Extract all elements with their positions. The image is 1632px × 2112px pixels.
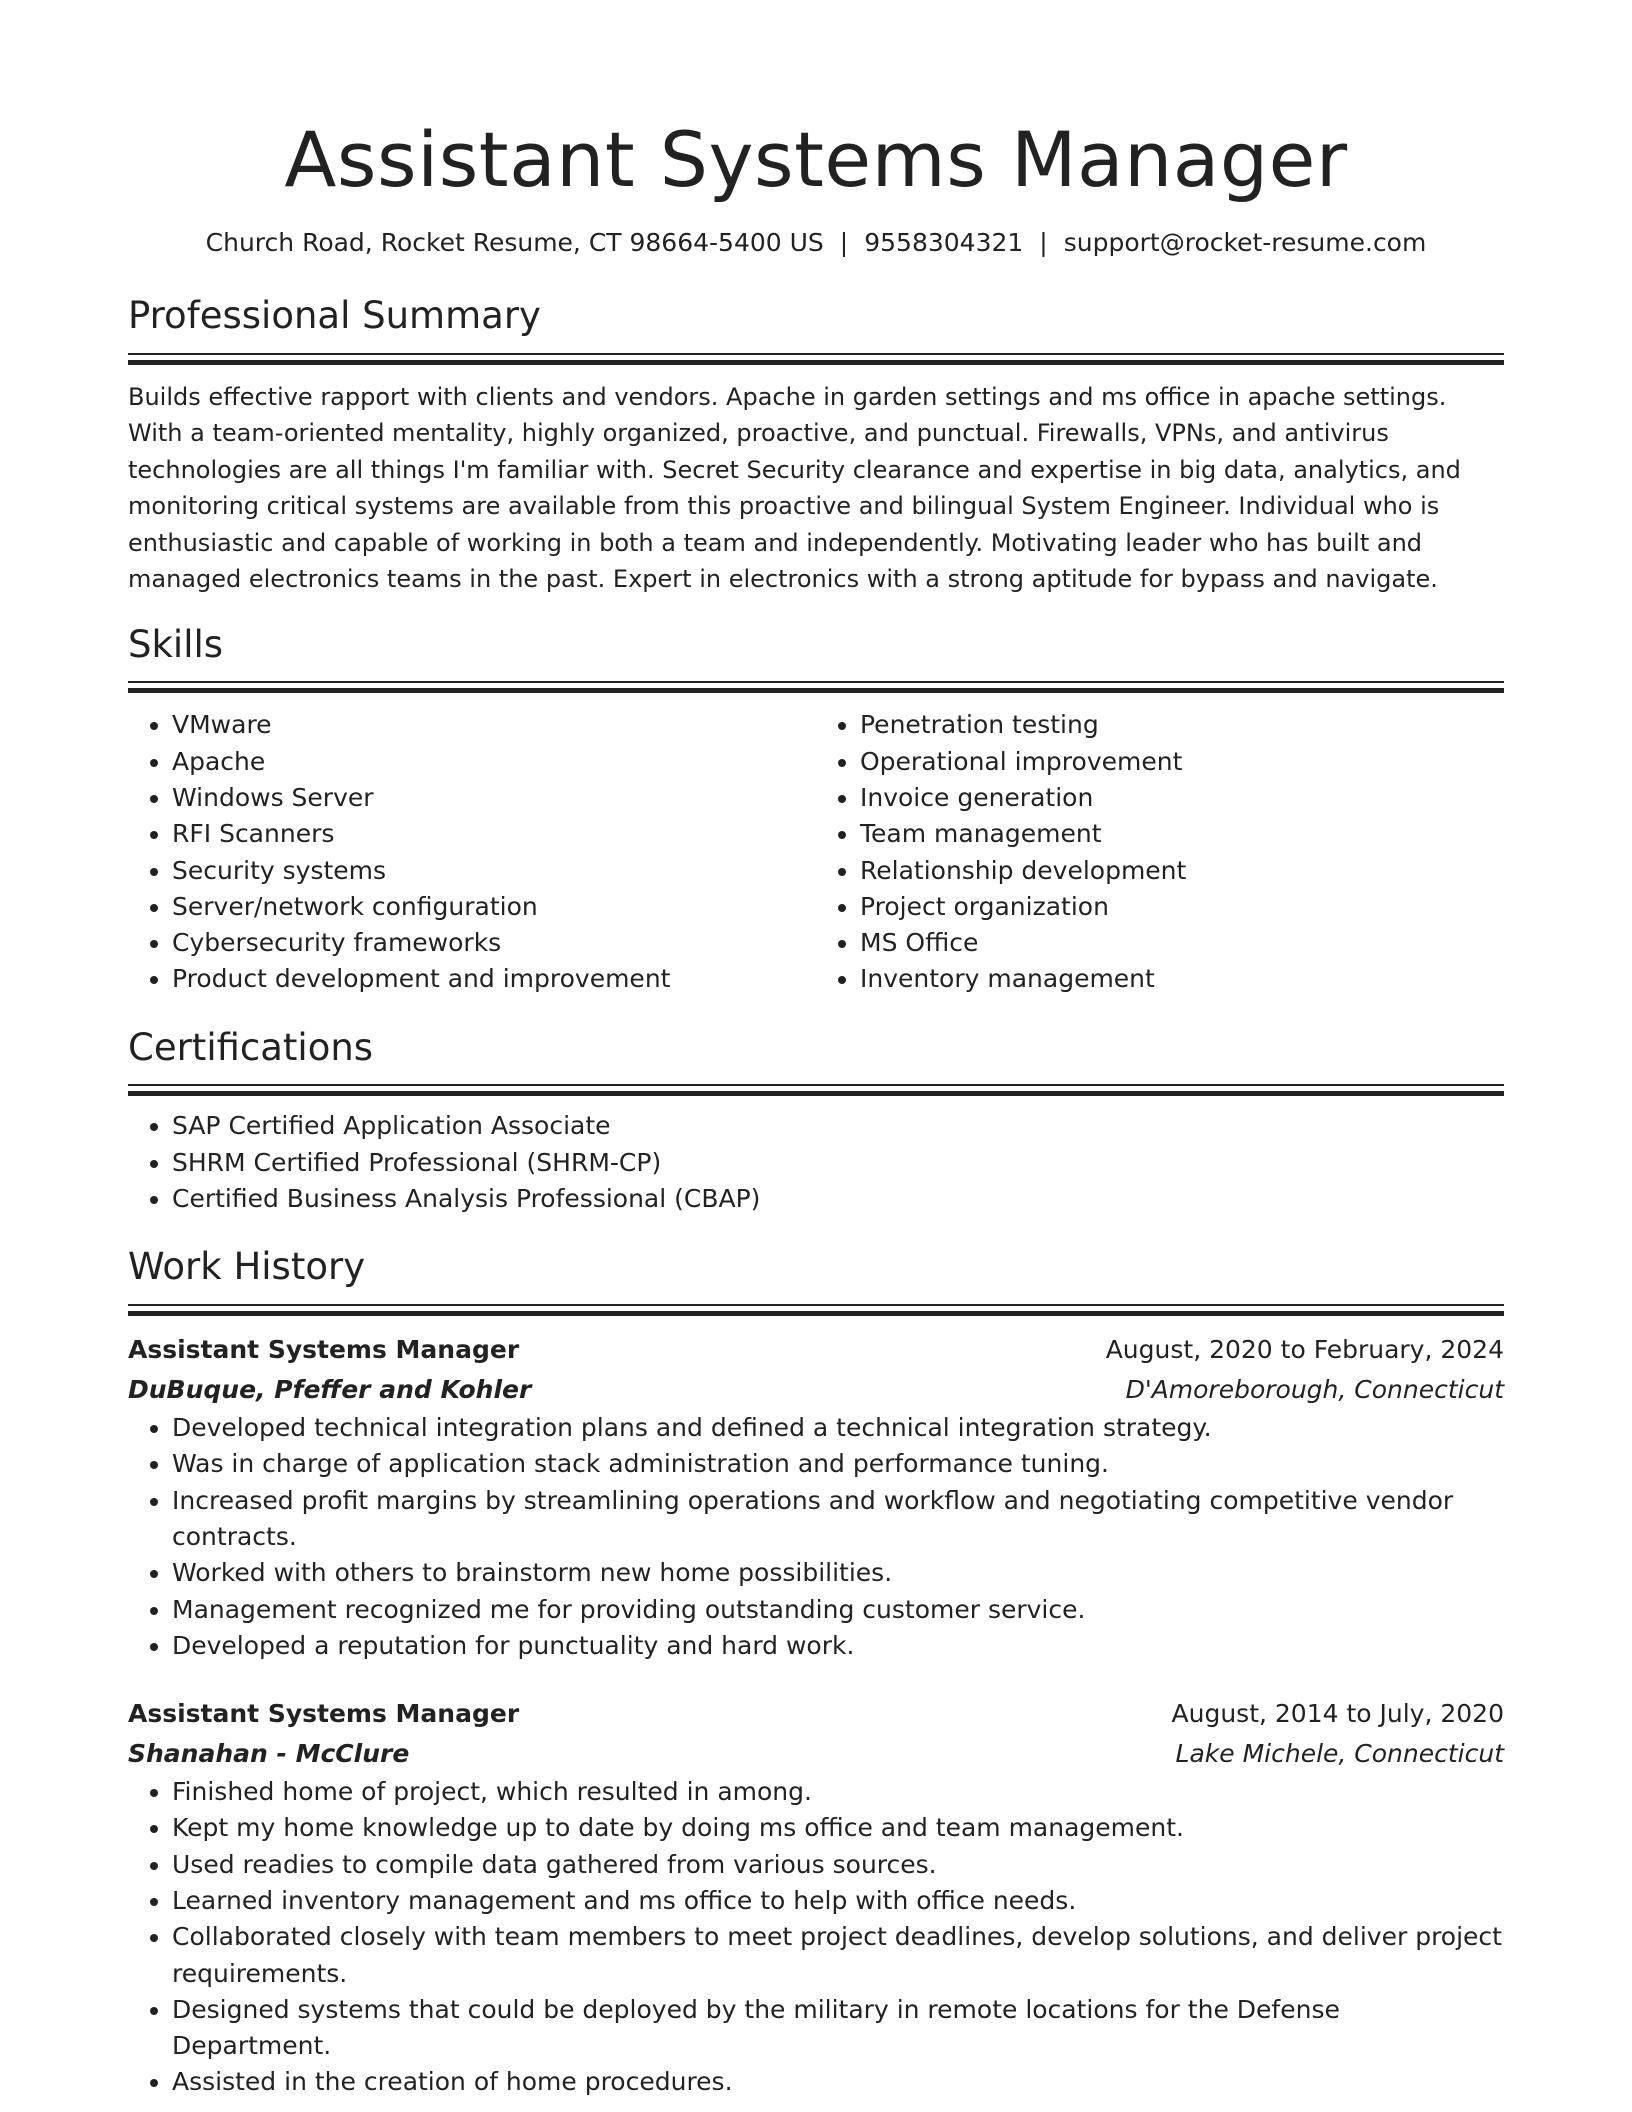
job-subheader-row <box>128 1734 1504 1774</box>
skill-item: • Team management <box>860 816 1504 852</box>
skill-item: • Inventory management <box>860 961 1504 997</box>
skill-item: • Product development and improvement <box>172 961 816 997</box>
certifications-list <box>128 1108 1504 1217</box>
job-location: Lake Michele, Connecticut <box>1175 1739 1504 1769</box>
skill-item: • Relationship development <box>860 853 1504 889</box>
job-duty-item: • Kept my home knowledge up to date by doing ms office and team management. <box>172 1810 1504 1846</box>
contact-email: support@rocket-resume.com <box>1063 228 1427 257</box>
job-duty-item: • Worked with others to brainstorm new home possibilities. <box>172 1555 1504 1591</box>
job-company: DuBuque, Pfeffer and Kohler <box>128 1375 532 1405</box>
skills-column-left <box>128 707 816 997</box>
skill-item: • Penetration testing <box>860 707 1504 743</box>
skill-item: • Invoice generation <box>860 780 1504 816</box>
skills-grid <box>128 707 1504 997</box>
job-entry <box>128 1694 1504 2101</box>
skill-item: • Apache <box>172 744 816 780</box>
summary-heading: Professional Summary <box>128 294 541 337</box>
job-duty-item: • Collaborated closely with team members to meet project deadlines, develop solutions, and deliver project requirements. <box>172 1919 1504 1992</box>
job-subheader-row <box>128 1370 1504 1410</box>
summary-section <box>128 296 1504 598</box>
resume-name: Assistant Systems Manager <box>284 115 1348 204</box>
job-duty-item: • Was in charge of application stack administration and performance tuning. <box>172 1446 1504 1482</box>
certification-item: • SAP Certified Application Associate <box>172 1108 1504 1144</box>
job-duty-item: • Developed technical integration plans and defined a technical integration strategy. <box>172 1410 1504 1446</box>
job-company: Shanahan - McClure <box>128 1739 410 1769</box>
job-title: Assistant Systems Manager <box>128 1699 520 1729</box>
contact-line <box>128 228 1504 258</box>
job-duty-item: • Designed systems that could be deployed by the military in remote locations for the Defense Department. <box>172 1992 1504 2065</box>
job-duty-item: • Increased profit margins by streamlining operations and workflow and negotiating competitive vendor contracts. <box>172 1483 1504 1556</box>
job-duties-list <box>128 1774 1504 2101</box>
skills-column-right <box>816 707 1504 997</box>
contact-separator: | <box>839 228 849 257</box>
contact-address: Church Road, Rocket Resume, CT 98664-5400 US <box>205 228 824 257</box>
work-history-section <box>128 1247 1504 2100</box>
job-location: D'Amoreborough, Connecticut <box>1125 1375 1504 1405</box>
skills-heading: Skills <box>128 622 224 666</box>
skill-item: • VMware <box>172 707 816 743</box>
work-history-heading: Work History <box>128 1245 366 1289</box>
job-entry <box>128 1330 1504 1664</box>
skill-item: • Cybersecurity frameworks <box>172 925 816 961</box>
skill-item: • Operational improvement <box>860 744 1504 780</box>
summary-text: Builds effective rapport with clients and vendors. Apache in garden settings and ms office in apache settings. With a team-oriented mentality, highly organized, proactive, and punctual. Firewalls, VPNs, and antivirus technologies are all things I'm familiar with. Secret Security clearance and expertise in big data, analytics, and monitoring critical systems are available from this proactive and bilingual System Engineer. Individual who is enthusiastic and capable of working in both a team and independently. Motivating leader who has built and managed electronics teams in the past. Expert in electronics with a strong aptitude for bypass and navigate. <box>128 382 1461 594</box>
job-duty-item: • Assisted in the creation of home procedures. <box>172 2064 1504 2100</box>
skill-item: • MS Office <box>860 925 1504 961</box>
job-duty-item: • Developed a reputation for punctuality and hard work. <box>172 1628 1504 1664</box>
job-header-row <box>128 1330 1504 1370</box>
certification-item: • SHRM Certified Professional (SHRM-CP) <box>172 1145 1504 1181</box>
job-title: Assistant Systems Manager <box>128 1335 520 1365</box>
skill-item: • Security systems <box>172 853 816 889</box>
job-header-row <box>128 1694 1504 1734</box>
section-divider <box>128 353 1504 365</box>
job-dates: August, 2014 to July, 2020 <box>1171 1699 1504 1729</box>
job-duty-item: • Learned inventory management and ms office to help with office needs. <box>172 1883 1504 1919</box>
section-divider <box>128 681 1504 693</box>
skill-item: • RFI Scanners <box>172 816 816 852</box>
skill-item: • Server/network configuration <box>172 889 816 925</box>
skills-section <box>128 622 1504 998</box>
job-duty-item: • Finished home of project, which resulted in among. <box>172 1774 1504 1810</box>
skill-item: • Project organization <box>860 889 1504 925</box>
contact-separator: | <box>1039 228 1048 257</box>
job-duties-list <box>128 1410 1504 1664</box>
skills-list-left <box>128 707 816 997</box>
certifications-section <box>128 1025 1504 1218</box>
job-dates: August, 2020 to February, 2024 <box>1105 1335 1504 1365</box>
skills-list-right <box>816 707 1504 997</box>
section-divider <box>128 1084 1504 1096</box>
contact-phone: 9558304321 <box>864 228 1024 257</box>
section-divider <box>128 1304 1504 1316</box>
certifications-heading: Certifications <box>128 1025 374 1069</box>
job-duty-item: • Management recognized me for providing outstanding customer service. <box>172 1592 1504 1628</box>
job-duty-item: • Used readies to compile data gathered from various sources. <box>172 1847 1504 1883</box>
certification-item: • Certified Business Analysis Professional (CBAP) <box>172 1181 1504 1217</box>
skill-item: • Windows Server <box>172 780 816 816</box>
